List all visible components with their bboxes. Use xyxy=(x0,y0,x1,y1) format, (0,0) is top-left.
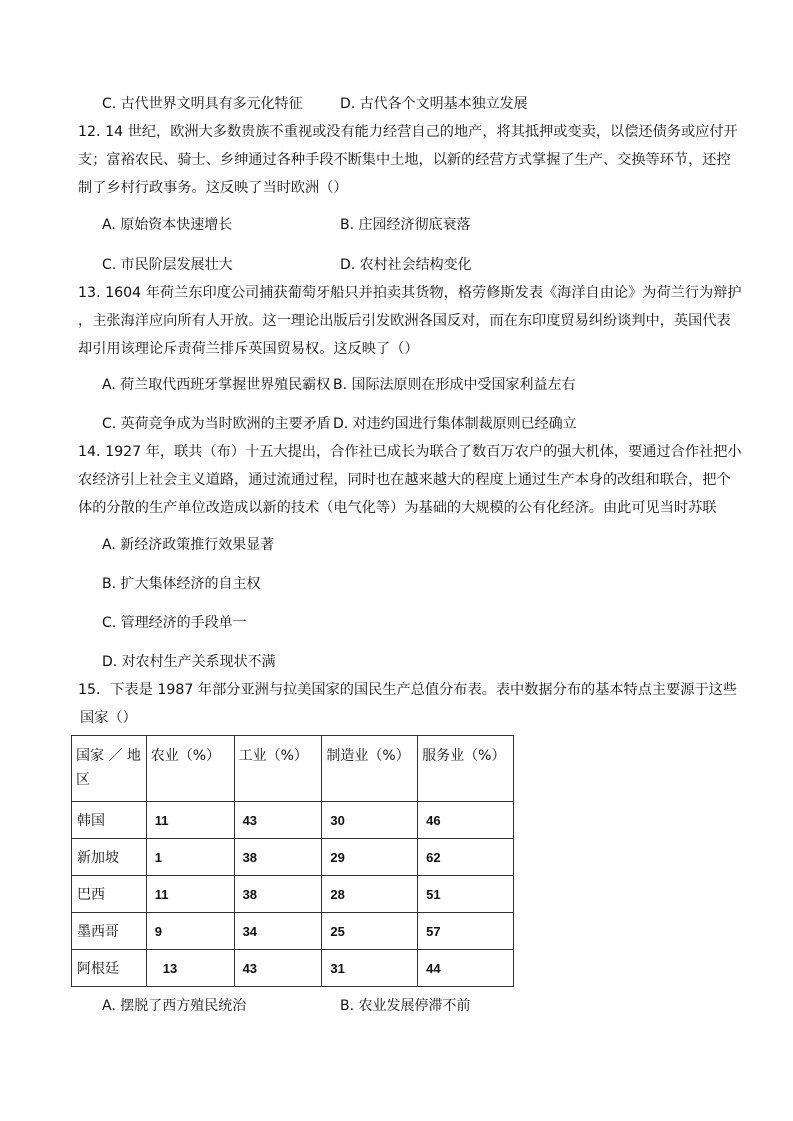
table-cell: 30 xyxy=(322,802,418,839)
q13-option-a[interactable]: A. 荷兰取代西班牙掌握世界殖民霸权 xyxy=(102,377,331,393)
q12-option-b[interactable]: B. 庄园经济彻底衰落 xyxy=(340,217,471,233)
table-row xyxy=(72,876,514,913)
q14-stem-line-1: 14. 1927 年，联共（布）十五大提出，合作社已成长为联合了数百万农户的强大机体，要通过合作社把小 xyxy=(78,444,742,460)
table-cell: 11 xyxy=(146,802,234,839)
q14-stem-line-2: 农经济引上社会主义道路，通过流通过程，同时也在越来越大的程度上通过生产本身的改组和联合，把个 xyxy=(78,472,731,488)
table-header-row xyxy=(72,736,514,802)
table-header-cell: 工业（%） xyxy=(234,736,322,802)
q15-stem-line-1: 15．下表是 1987 年部分亚洲与拉美国家的国民生产总值分布表。表中数据分布的基本特点主要源于这些 xyxy=(78,682,738,698)
table-cell: 1 xyxy=(146,839,234,876)
table-cell: 韩国 xyxy=(72,802,147,839)
q12-stem-line-2: 支；富裕农民、骑士、乡绅通过各种手段不断集中土地，以新的经营方式掌握了生产、交换等环节，还控 xyxy=(78,152,731,168)
q14-option-d[interactable]: D. 对农村生产关系现状不满 xyxy=(102,654,276,670)
table-header-cell: 制造业（%） xyxy=(322,736,418,802)
table-cell: 新加坡 xyxy=(72,839,147,876)
table-cell: 9 xyxy=(146,913,234,950)
q13-stem-line-1: 13. 1604 年荷兰东印度公司捕获葡萄牙船只并拍卖其货物，格劳修斯发表《海洋自由论》为荷兰行为辩护 xyxy=(78,285,742,301)
q13-option-b[interactable]: B. 国际法原则在形成中受国家利益左右 xyxy=(333,377,576,393)
table-cell: 43 xyxy=(234,802,322,839)
q14-option-b[interactable]: B. 扩大集体经济的自主权 xyxy=(102,576,261,592)
table-cell: 巴西 xyxy=(72,876,147,913)
table-cell: 57 xyxy=(418,913,514,950)
table-row xyxy=(72,950,514,987)
table-cell: 51 xyxy=(418,876,514,913)
table-cell: 34 xyxy=(234,913,322,950)
q13-option-c[interactable]: C. 英荷竞争成为当时欧洲的主要矛盾 xyxy=(102,416,331,432)
q15-option-b[interactable]: B. 农业发展停滞不前 xyxy=(340,998,471,1014)
q14-stem-line-3: 体的分散的生产单位改造成以新的技术（电气化等）为基础的大规模的公有化经济。由此可见当时苏联 xyxy=(78,500,717,516)
q11-option-d[interactable]: D. 古代各个文明基本独立发展 xyxy=(340,96,528,112)
table-cell: 28 xyxy=(322,876,418,913)
q12-stem-line-1: 12. 14 世纪，欧洲大多数贵族不重视或没有能力经营自己的地产，将其抵押或变卖，以偿还债务或应付开 xyxy=(78,124,738,140)
q12-option-c[interactable]: C. 市民阶层发展壮大 xyxy=(102,257,233,273)
q13-stem-line-3: 却引用该理论斥责荷兰排斥英国贸易权。这反映了（） xyxy=(78,341,419,357)
q13-stem-line-2: ，主张海洋应向所有人开放。这一理论出版后引发欧洲各国反对，而在东印度贸易纠纷谈判中，英国代表 xyxy=(78,313,731,329)
table-header-cell: 国家 ／ 地区 xyxy=(72,736,147,802)
table-cell: 43 xyxy=(234,950,322,987)
table-cell: 29 xyxy=(322,839,418,876)
q11-option-c[interactable]: C. 古代世界文明具有多元化特征 xyxy=(102,96,303,112)
q15-stem-line-2: 国家（） xyxy=(80,710,137,726)
table-row xyxy=(72,913,514,950)
table-cell: 25 xyxy=(322,913,418,950)
table-cell: 阿根廷 xyxy=(72,950,147,987)
q12-option-a[interactable]: A. 原始资本快速增长 xyxy=(102,217,233,233)
table-cell: 44 xyxy=(418,950,514,987)
q15-option-a[interactable]: A. 摆脱了西方殖民统治 xyxy=(102,998,247,1014)
q12-stem-line-3: 制了乡村行政事务。这反映了当时欧洲（） xyxy=(78,180,348,196)
q14-option-c[interactable]: C. 管理经济的手段单一 xyxy=(102,615,247,631)
gnp-distribution-table xyxy=(71,735,514,987)
table-cell: 38 xyxy=(234,876,322,913)
table-header-cell: 服务业（%） xyxy=(418,736,514,802)
table-cell: 31 xyxy=(322,950,418,987)
table-row xyxy=(72,802,514,839)
table-header-cell: 农业（%） xyxy=(146,736,234,802)
table-cell: 62 xyxy=(418,839,514,876)
q12-option-d[interactable]: D. 农村社会结构变化 xyxy=(340,257,472,273)
q14-option-a[interactable]: A. 新经济政策推行效果显著 xyxy=(102,537,275,553)
table-row xyxy=(72,839,514,876)
table-cell: 11 xyxy=(146,876,234,913)
q13-option-d[interactable]: D. 对违约国进行集体制裁原则已经确立 xyxy=(333,416,577,432)
table-cell: 13 xyxy=(146,950,234,987)
table-cell: 46 xyxy=(418,802,514,839)
table-cell: 墨西哥 xyxy=(72,913,147,950)
table-cell: 38 xyxy=(234,839,322,876)
